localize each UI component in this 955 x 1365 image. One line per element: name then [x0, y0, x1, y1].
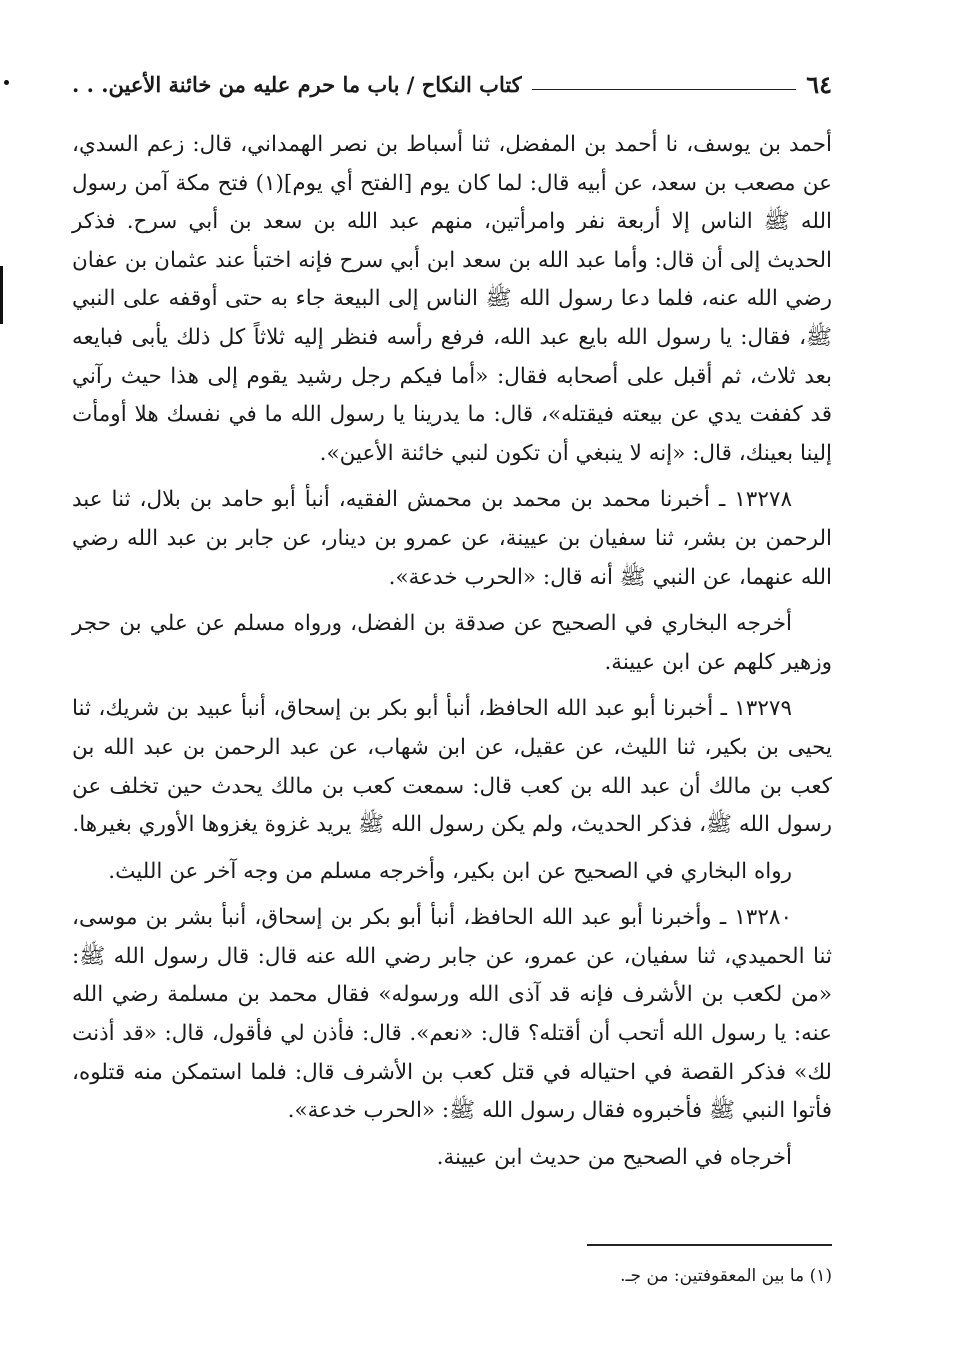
body-text: [72, 126, 832, 1177]
paragraph-takhrij-13280: أخرجاه في الصحيح من حديث ابن عيينة.: [436, 1144, 792, 1170]
page-number: ٦٤: [806, 69, 832, 99]
running-header: [72, 60, 832, 108]
footnote: (١) ما بين المعقوفتين: من جـ.: [620, 1266, 832, 1286]
margin-dot: [4, 80, 9, 85]
header-rule: [532, 89, 797, 90]
paragraph-takhrij-13279: رواه البخاري في الصحيح عن ابن بكير، وأخرجه مسلم من وجه آخر عن الليث.: [108, 858, 792, 884]
margin-bar: [0, 266, 3, 324]
book-page: [72, 60, 832, 1300]
paragraph-hadith-13278: ١٣٢٧٨ ـ أخبرنا محمد بن محمد بن محمش الفقيه، أنبأ أبو حامد بن بلال، ثنا عبد الرحمن بن بشر، ثنا سفيان بن عيينة، عن عمرو بن دينار، عن جابر بن عبد الله رضي الله عنهما، عن النبي ﷺ أنه قال: «الحرب خدعة».: [72, 487, 832, 590]
paragraph-takhrij-13278: أخرجه البخاري في الصحيح عن صدقة بن الفضل، ورواه مسلم عن علي بن حجر وزهير كلهم عن ابن عيينة.: [72, 611, 832, 675]
paragraph-hadith-13279: ١٣٢٧٩ ـ أخبرنا أبو عبد الله الحافظ، أنبأ أبو بكر بن إسحاق، أنبأ عبيد بن شريك، ثنا يحيى بن بكير، ثنا الليث، عن عقيل، عن ابن شهاب، عن عبد الرحمن بن عبد الله بن كعب بن مالك أن عبد الله بن كعب قال: سمعت كعب بن مالك يحدث حين تخلف عن رسول الله ﷺ، فذكر الحديث، ولم يكن رسول الله ﷺ يريد غزوة يغزوها الأوري بغيرها.: [72, 696, 832, 838]
paragraph-hadith-13280: ١٣٢٨٠ ـ وأخبرنا أبو عبد الله الحافظ، أنبأ أبو بكر بن إسحاق، أنبأ بشر بن موسى، ثنا الحميدي، ثنا سفيان، عن عمرو، عن جابر رضي الله عنه قال: قال رسول الله ﷺ: «من لكعب بن الأشرف فإنه قد آذى الله ورسوله» فقال محمد بن مسلمة رضي الله عنه: يا رسول الله أتحب أن أقتله؟ قال: «نعم». قال: فأذن لي فأقول، قال: «قد أذنت لك» فذكر القصة في احتياله في قتل كعب بن الأشرف قال: فلما استمكن منه قتلوه، فأتوا النبي ﷺ فأخبروه فقال رسول الله ﷺ: «الحرب خدعة».: [72, 905, 832, 1124]
paragraph-isnad-continuation: أحمد بن يوسف، نا أحمد بن المفضل، ثنا أسباط بن نصر الهمداني، قال: زعم السدي، عن مصعب بن سعد، عن أبيه قال: لما كان يوم [الفتح أي يوم](١) فتح مكة آمن رسول الله ﷺ الناس إلا أربعة نفر وامرأتين، منهم عبد الله بن سعد بن أبي سرح. فذكر الحديث إلى أن قال: وأما عبد الله بن سعد ابن أبي سرح فإنه اختبأ عند عثمان بن عفان رضي الله عنه، فلما دعا رسول الله ﷺ الناس إلى البيعة جاء به حتى أوقفه على النبي ﷺ، فقال: يا رسول الله بايع عبد الله، فرفع رأسه فنظر إليه ثلاثاً كل ذلك يأبى فبايعه بعد ثلاث، ثم أقبل على أصحابه فقال: «أما فيكم رجل رشيد يقوم إلى هذا حيث رآني قد كففت يدي عن بيعته فيقتله»، قال: ما يدرينا يا رسول الله ما في نفسك هلا أومأت إلينا بعينك، قال: «إنه لا ينبغي أن تكون لنبي خائنة الأعين».: [72, 132, 832, 466]
footnote-rule: [587, 1244, 832, 1246]
chapter-title: كتاب النكاح / باب ما حرم عليه من خائنة الأعين. . .: [72, 71, 522, 97]
